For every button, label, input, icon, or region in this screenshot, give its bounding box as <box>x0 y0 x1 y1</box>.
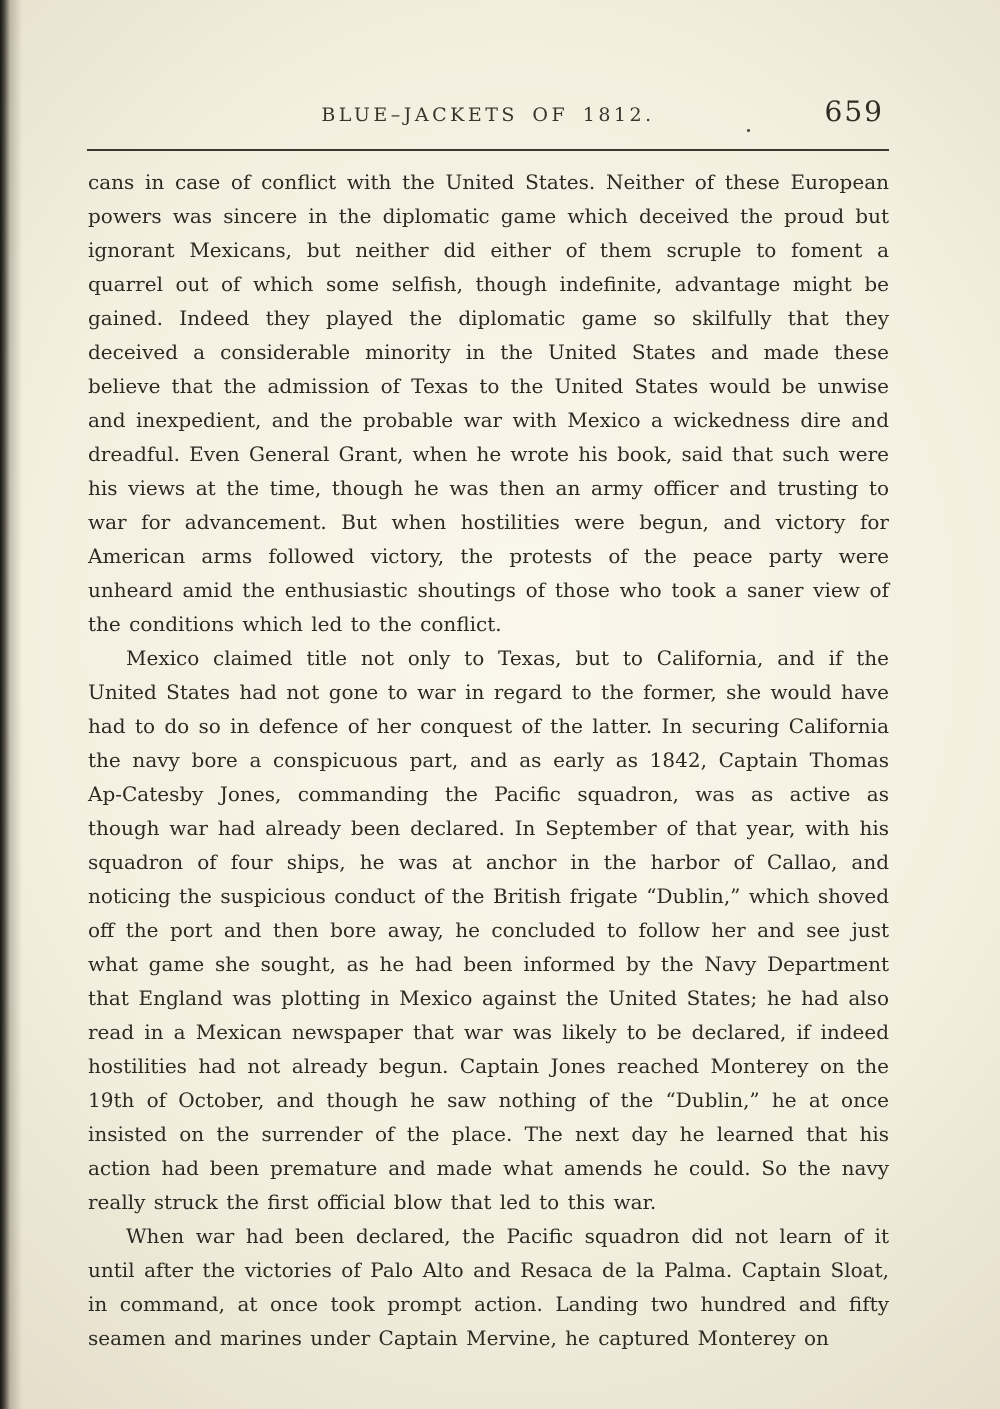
page-body <box>88 165 889 1355</box>
paragraph-2: Mexico claimed title not only to Texas, but to California, and if the United States had not gone to war in regard to the former, she would have had to do so in defence of her conquest of the latter. In securing California the navy bore a conspicuous part, and as early as 1842, Captain Thomas Ap-Catesby Jones, commanding the Pacific squadron, was as active as though war had already been declared. In September of that year, with his squadron of four ships, he was at anchor in the harbor of Callao, and noticing the suspicious conduct of the British frigate “Dublin,” which shoved off the port and then bore away, he concluded to follow her and see just what game she sought, as he had been informed by the Navy Department that England was plotting in Mexico against the United States; he had also read in a Mexican newspaper that war was likely to be declared, if indeed hostilities had not already begun. Captain Jones reached Monterey on the 19th of October, and though he saw nothing of the “Dublin,” he at once insisted on the surrender of the place. The next day he learned that his action had been premature and made what amends he could. So the navy really struck the first official blow that led to this war. <box>88 646 889 1214</box>
page-header <box>88 95 888 128</box>
paragraph-1: cans in case of conflict with the United States. Neither of these European powers was sincere in the diplomatic game which deceived the proud but ignorant Mexicans, but neither did either of them scruple to foment a quarrel out of which some selfish, though indefinite, advantage might be gained. Indeed they played the diplomatic game so skilfully that they deceived a considerable minority in the United States and made these believe that the admission of Texas to the United States would be unwise and inexpedient, and the probable war with Mexico a wickedness dire and dreadful. Even General Grant, when he wrote his book, said that such were his views at the time, though he was then an army officer and trusting to war for advancement. But when hostilities were begun, and victory for American arms followed victory, the protests of the peace party were unheard amid the enthusiastic shoutings of those who took a saner view of the conditions which led to the conflict. <box>88 170 889 636</box>
scan-speck <box>747 129 750 132</box>
running-title: BLUE–JACKETS OF 1812. <box>321 104 655 126</box>
header-rule <box>87 149 889 151</box>
page-number: 659 <box>824 95 884 128</box>
paragraph-3: When war had been declared, the Pacific squadron did not learn of it until after the victories of Palo Alto and Resaca de la Palma. Captain Sloat, in command, at once took prompt action. Landing two hundred and fifty seamen and marines under Captain Mervine, he captured Monterey on <box>88 1224 889 1350</box>
